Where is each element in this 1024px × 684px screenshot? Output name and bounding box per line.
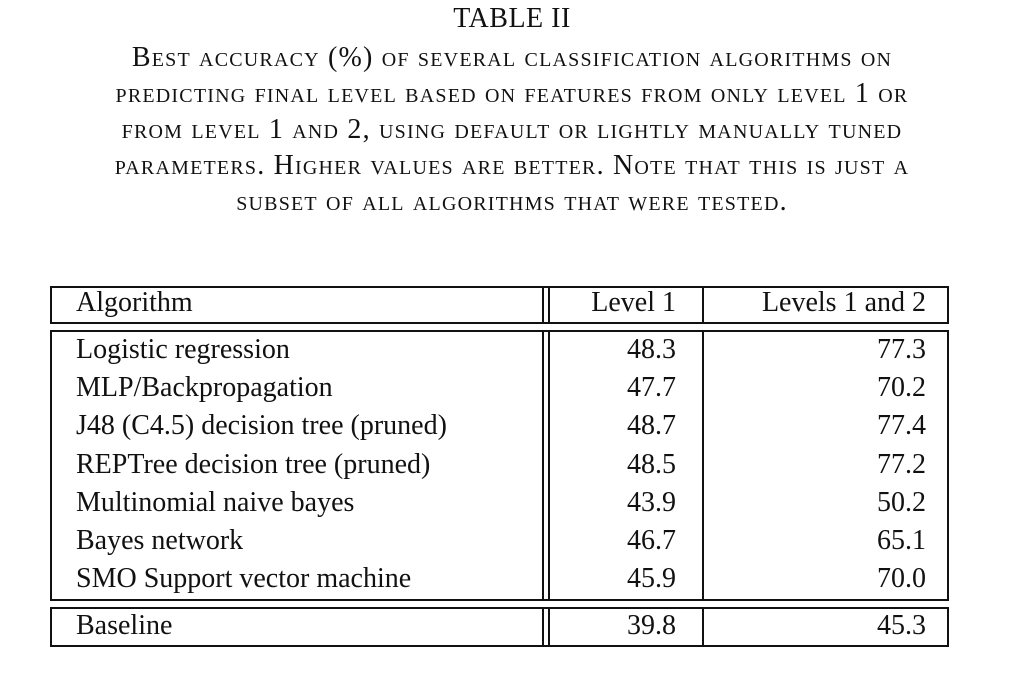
vrule (542, 286, 544, 324)
table-rule-bottom (50, 645, 949, 647)
cell-levels-1-and-2: 77.3 (877, 334, 926, 365)
vrule (548, 286, 550, 324)
cell-level-1: 45.9 (627, 563, 676, 594)
caption-line-3: from level 1 and 2, using default or lightly manually tuned (121, 114, 903, 145)
cell-levels-1-and-2: 50.2 (877, 487, 926, 518)
body-rule-bottom (50, 599, 949, 601)
vrule (947, 286, 949, 324)
vrule (548, 607, 550, 647)
cell-level-1: 48.3 (627, 334, 676, 365)
vrule (548, 330, 550, 601)
cell-levels-1-and-2: 65.1 (877, 525, 926, 556)
caption-line-1: Best accuracy (%) of several classification algorithms on (131, 42, 893, 73)
cell-levels-1-and-2: 70.0 (877, 563, 926, 594)
caption-line-2: predicting final level based on features from only level 1 or (115, 78, 909, 109)
cell-algorithm: Multinomial naive bayes (76, 487, 355, 518)
cell-algorithm: SMO Support vector machine (76, 563, 412, 594)
caption-line-4: parameters. Higher values are better. Note that this is just a (114, 150, 910, 181)
cell-level-1: 47.7 (627, 372, 676, 403)
vrule (50, 286, 52, 324)
cell-level-1: 48.7 (627, 410, 676, 441)
header-level-1: Level 1 (591, 287, 676, 318)
cell-levels-1-and-2: 70.2 (877, 372, 926, 403)
cell-level-1: 48.5 (627, 449, 676, 480)
cell-level-1: 43.9 (627, 487, 676, 518)
cell-level-1: 46.7 (627, 525, 676, 556)
vrule (50, 330, 52, 601)
cell-algorithm: J48 (C4.5) decision tree (pruned) (76, 410, 447, 441)
header-algorithm: Algorithm (76, 287, 193, 318)
cell-algorithm: REPTree decision tree (pruned) (76, 449, 431, 480)
cell-algorithm: Logistic regression (76, 334, 290, 365)
cell-algorithm: Bayes network (76, 525, 244, 556)
baseline-levels-1-and-2: 45.3 (877, 610, 926, 641)
cell-levels-1-and-2: 77.4 (877, 410, 926, 441)
vrule (50, 607, 52, 647)
vrule (947, 330, 949, 601)
baseline-level-1: 39.8 (627, 610, 676, 641)
caption-line-5: subset of all algorithms that were tested. (236, 186, 788, 217)
header-levels-1-and-2: Levels 1 and 2 (761, 287, 926, 318)
vrule (947, 607, 949, 647)
header-rule-bottom (50, 322, 949, 324)
vrule (542, 607, 544, 647)
table-number: TABLE II (453, 3, 571, 34)
vrule (542, 330, 544, 601)
cell-algorithm: MLP/Backpropagation (76, 372, 333, 403)
baseline-label: Baseline (76, 610, 173, 641)
cell-levels-1-and-2: 77.2 (877, 449, 926, 480)
